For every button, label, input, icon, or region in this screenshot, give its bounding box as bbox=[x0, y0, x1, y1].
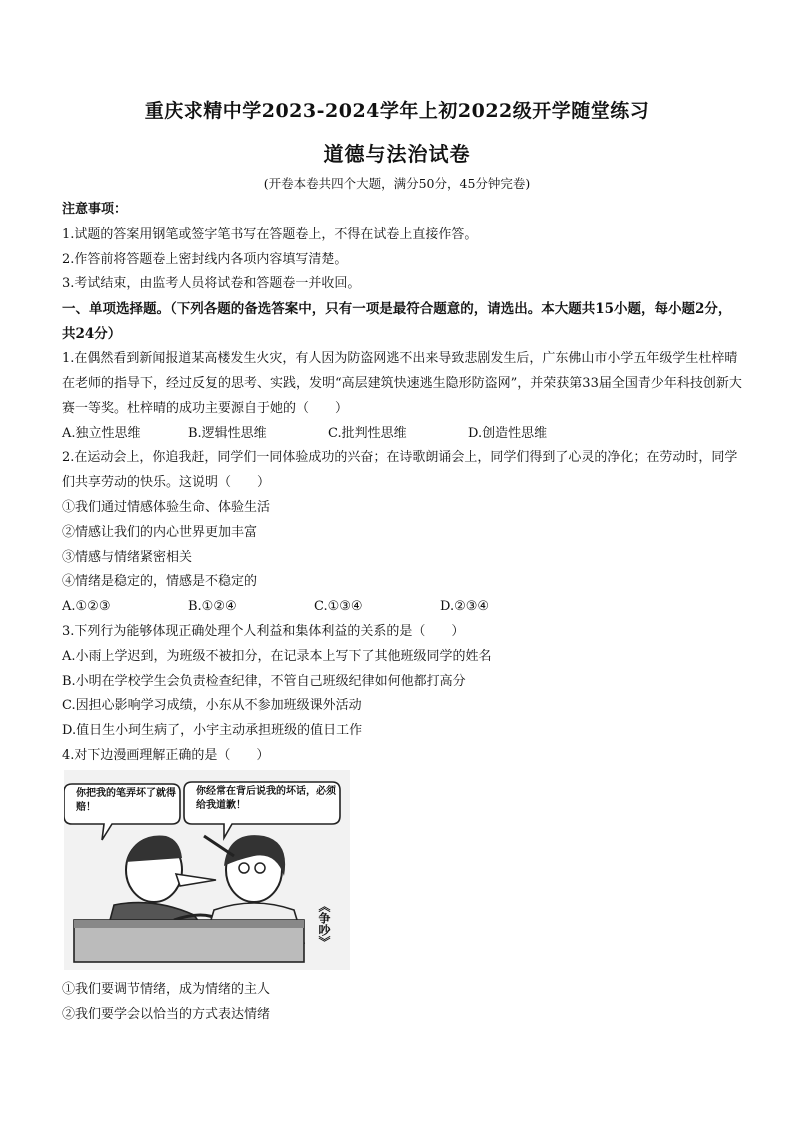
statement: ②我们要学会以恰当的方式表达情绪 bbox=[62, 1006, 271, 1022]
option-b: B.小明在学校学生会负责检查纪律，不管自己班级纪律如何他都打高分 bbox=[62, 673, 466, 689]
question-4-stem: 4.对下边漫画理解正确的是（ ） bbox=[62, 747, 270, 763]
cartoon-bubble-left: 你把我的笔弄坏了就得赔！ bbox=[76, 788, 176, 813]
option-a: A.①②③ bbox=[62, 599, 111, 615]
question-2-options bbox=[62, 595, 742, 620]
exam-subject-title: 道德与法治试卷 bbox=[323, 142, 471, 166]
cartoon-caption: 《争吵》 bbox=[317, 900, 331, 948]
cartoon-bubble-right: 你经常在背后说我的坏话，必须给我道歉！ bbox=[196, 786, 336, 811]
option-d: D.值日生小珂生病了，小宇主动承担班级的值日工作 bbox=[62, 723, 363, 739]
notes-heading: 注意事项： bbox=[62, 202, 128, 217]
section-heading: 一、单项选择题。（下列各题的备选答案中，只有一项是最符合题意的，请选出。本大题共15小题，每小题2分，共24分） bbox=[62, 301, 732, 343]
option-c: C.①③④ bbox=[314, 599, 363, 615]
option-a: A.小雨上学迟到，为班级不被扣分，在记录本上写下了其他班级同学的姓名 bbox=[62, 648, 492, 664]
question-3-stem: 3.下列行为能够体现正确处理个人利益和集体利益的关系的是（ ） bbox=[62, 623, 465, 639]
quarrel-cartoon bbox=[64, 770, 350, 970]
exam-title: 重庆求精中学2023-2024学年上初2022级开学随堂练习 bbox=[144, 100, 650, 122]
option-d: D.②③④ bbox=[440, 599, 490, 615]
option-c: C.批判性思维 bbox=[328, 425, 407, 441]
option-b: B.①②④ bbox=[188, 599, 237, 615]
option-d: D.创造性思维 bbox=[468, 425, 548, 441]
option-a: A.独立性思维 bbox=[62, 425, 141, 441]
exam-info: (开卷本卷共四个大题，满分50分，45分钟完卷) bbox=[263, 176, 531, 191]
question-1-options bbox=[62, 422, 742, 447]
statement: ①我们通过情感体验生命、体验生活 bbox=[62, 499, 271, 515]
statement: ④情绪是稳定的，情感是不稳定的 bbox=[62, 574, 258, 590]
question-2-stem: 2.在运动会上，你追我赶，同学们一同体验成功的兴奋；在诗歌朗诵会上，同学们得到了心灵的净化；在劳动时，同学们共享劳动的快乐。这说明（ ） bbox=[62, 450, 738, 491]
statement: ③情感与情绪紧密相关 bbox=[62, 549, 193, 565]
question-1-stem: 1.在偶然看到新闻报道某高楼发生火灾，有人因为防盗网逃不出来导致悲剧发生后，广东佛山市小学五年级学生杜梓晴在老师的指导下，经过反复的思考、实践，发明“高层建筑快速逃生隐形防盗网”，并荣获第33届全国青少年科技创新大赛一等奖。杜梓晴的成功主要源自于她的（ ） bbox=[62, 351, 742, 416]
option-c: C.因担心影响学习成绩，小东从不参加班级课外活动 bbox=[62, 698, 362, 714]
statement: ①我们要调节情绪，成为情绪的主人 bbox=[62, 982, 271, 997]
note-item: 1.试题的答案用钢笔或签字笔书写在答题卷上，不得在试卷上直接作答。 bbox=[62, 226, 478, 242]
note-item: 3.考试结束，由监考人员将试卷和答题卷一并收回。 bbox=[62, 276, 361, 292]
question-4-statements bbox=[62, 978, 742, 1028]
option-b: B.逻辑性思维 bbox=[188, 425, 267, 441]
statement: ②情感让我们的内心世界更加丰富 bbox=[62, 524, 258, 540]
exam-body bbox=[62, 198, 742, 769]
note-item: 2.作答前将答题卷上密封线内各项内容填写清楚。 bbox=[62, 251, 348, 267]
